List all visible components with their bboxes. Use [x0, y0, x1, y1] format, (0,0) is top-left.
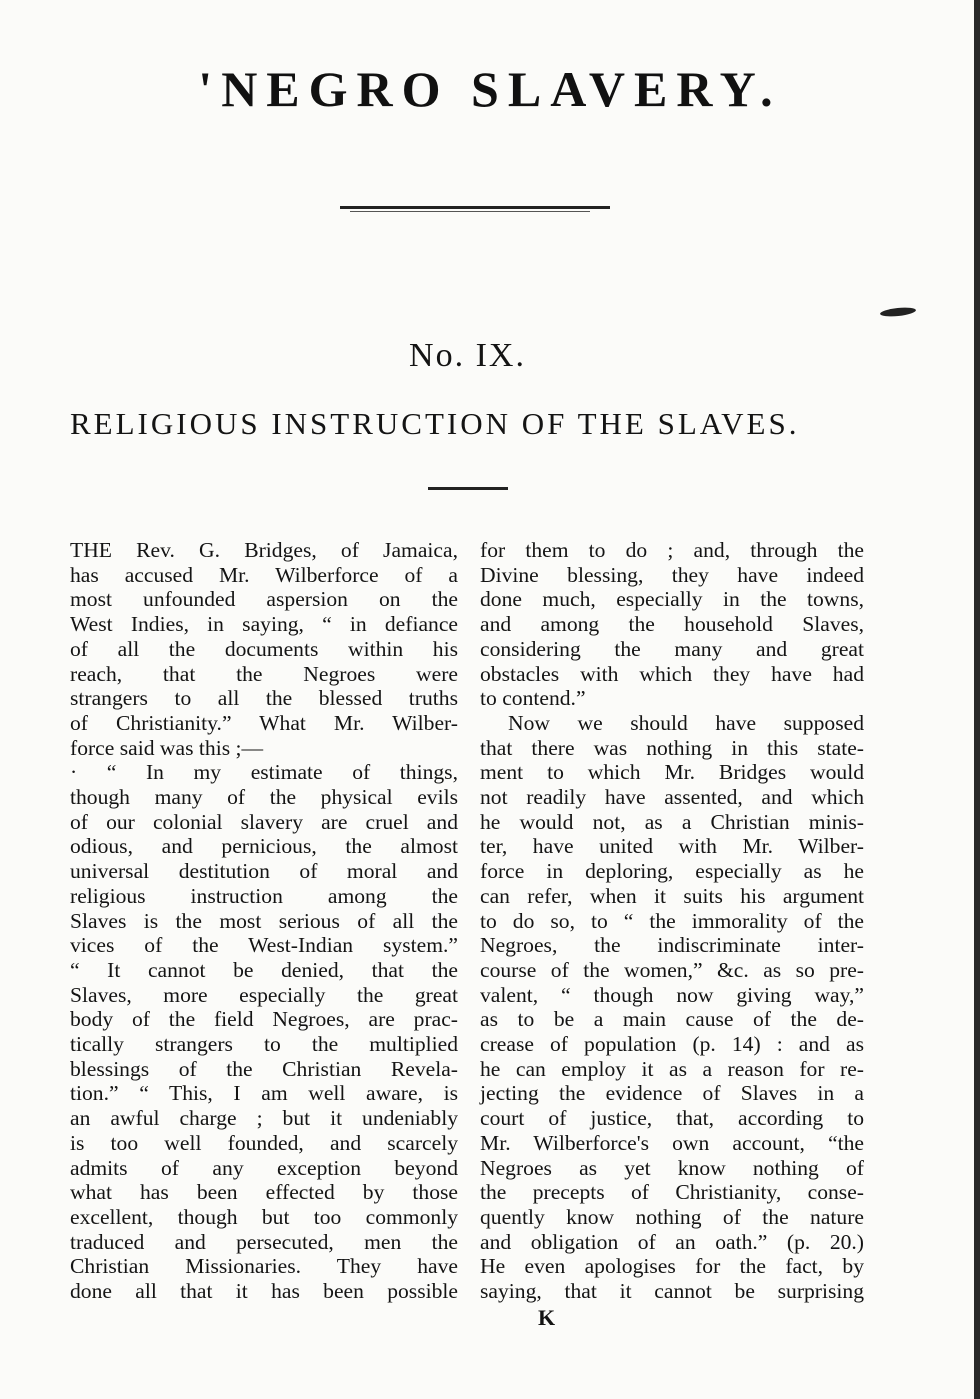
text-line: Christian Missionaries. They have	[70, 1254, 458, 1279]
text-line: Divine blessing, they have indeed	[480, 562, 864, 587]
signature-mark: K	[538, 1305, 556, 1330]
text-line: religious instruction among the	[70, 883, 458, 908]
text-line: vices of the West-Indian system.”	[70, 933, 458, 958]
text-line: can refer, when it suits his argument	[480, 883, 864, 908]
text-line: blessings of the Christian Revela-	[70, 1056, 458, 1081]
ink-smudge	[880, 306, 917, 318]
text-line: of all the documents within his	[70, 636, 458, 661]
text-line: that there was nothing in this state-	[480, 735, 864, 760]
text-line: West Indies, in saying, “ in defiance	[70, 612, 458, 637]
text-line: obstacles with which they have had	[480, 661, 864, 686]
text-line: an awful charge ; but it undeniably	[70, 1106, 458, 1131]
text-line: crease of population (p. 14) : and as	[480, 1032, 864, 1057]
page-title: 'NEGRO SLAVERY.	[198, 61, 782, 117]
text-line: force in deploring, especially as he	[480, 859, 864, 884]
text-line: what has been effected by those	[70, 1180, 458, 1205]
left-column	[70, 538, 458, 1304]
text-line: is too well founded, and scarcely	[70, 1130, 458, 1155]
text-line: valent, “ though now giving way,”	[480, 982, 864, 1007]
text-line: “ It cannot be denied, that the	[70, 957, 458, 982]
text-line: ment to which Mr. Bridges would	[480, 760, 864, 785]
page-edge-shadow	[974, 0, 980, 1399]
text-line: done much, especially in the towns,	[480, 587, 864, 612]
text-line: Mr. Wilberforce's own account, “the	[480, 1130, 864, 1155]
text-line: reach, that the Negroes were	[70, 661, 458, 686]
rule-line-thin	[350, 211, 590, 212]
text-line: though many of the physical evils	[70, 785, 458, 810]
text-line: considering the many and great	[480, 636, 864, 661]
text-line: · “ In my estimate of things,	[70, 760, 458, 785]
text-line: odious, and pernicious, the almost	[70, 834, 458, 859]
text-line: admits of any exception beyond	[70, 1155, 458, 1180]
text-line: done all that it has been possible	[70, 1279, 458, 1304]
text-line: as to be a main cause of the de-	[480, 1007, 864, 1032]
text-line: tically strangers to the multiplied	[70, 1032, 458, 1057]
text-line: to contend.”	[480, 686, 586, 711]
text-line: Negroes, the indiscriminate inter-	[480, 933, 864, 958]
text-line: tion.” “ This, I am well aware, is	[70, 1081, 458, 1106]
right-column	[480, 538, 864, 1304]
text-line: and among the household Slaves,	[480, 612, 864, 637]
text-line: of our colonial slavery are cruel and	[70, 809, 458, 834]
short-divider	[428, 487, 508, 490]
text-line: Slaves is the most serious of all the	[70, 908, 458, 933]
text-line: THE Rev. G. Bridges, of Jamaica,	[70, 538, 458, 562]
section-heading: RELIGIOUS INSTRUCTION OF THE SLAVES.	[70, 406, 800, 441]
text-line: not readily have assented, and which	[480, 785, 864, 810]
text-line: most unfounded aspersion on the	[70, 587, 458, 612]
text-line: court of justice, that, according to	[480, 1106, 864, 1131]
text-line: Now we should have supposed	[508, 710, 864, 735]
text-line: course of the women,” &c. as so pre-	[480, 957, 864, 982]
text-line: traduced and persecuted, men the	[70, 1229, 458, 1254]
text-line: force said was this ;—	[70, 735, 264, 760]
text-line: ter, have united with Mr. Wilber-	[480, 834, 864, 859]
text-line: Slaves, more especially the great	[70, 982, 458, 1007]
text-line: and obligation of an oath.” (p. 20.)	[480, 1229, 864, 1254]
text-line: He even apologises for the fact, by	[480, 1254, 864, 1279]
text-line: Negroes as yet know nothing of	[480, 1155, 864, 1180]
text-line: quently know nothing of the nature	[480, 1204, 864, 1229]
text-line: body of the field Negroes, are prac-	[70, 1007, 458, 1032]
issue-number: No. IX.	[409, 337, 526, 374]
text-line: jecting the evidence of Slaves in a	[480, 1081, 864, 1106]
text-line: universal destitution of moral and	[70, 859, 458, 884]
rule-line-thick	[340, 206, 610, 209]
text-line: to do so, to “ the immorality of the	[480, 908, 864, 933]
text-line: has accused Mr. Wilberforce of a	[70, 562, 458, 587]
text-line: the precepts of Christianity, conse-	[480, 1180, 864, 1205]
ornamental-rule	[340, 204, 610, 214]
text-line: saying, that it cannot be surprising	[480, 1279, 864, 1304]
text-line: strangers to all the blessed truths	[70, 686, 458, 711]
text-line: of Christianity.” What Mr. Wilber-	[70, 710, 458, 735]
text-line: excellent, though but too commonly	[70, 1204, 458, 1229]
text-line: he would not, as a Christian minis-	[480, 809, 864, 834]
text-line: for them to do ; and, through the	[480, 538, 864, 562]
text-line: he can employ it as a reason for re-	[480, 1056, 864, 1081]
